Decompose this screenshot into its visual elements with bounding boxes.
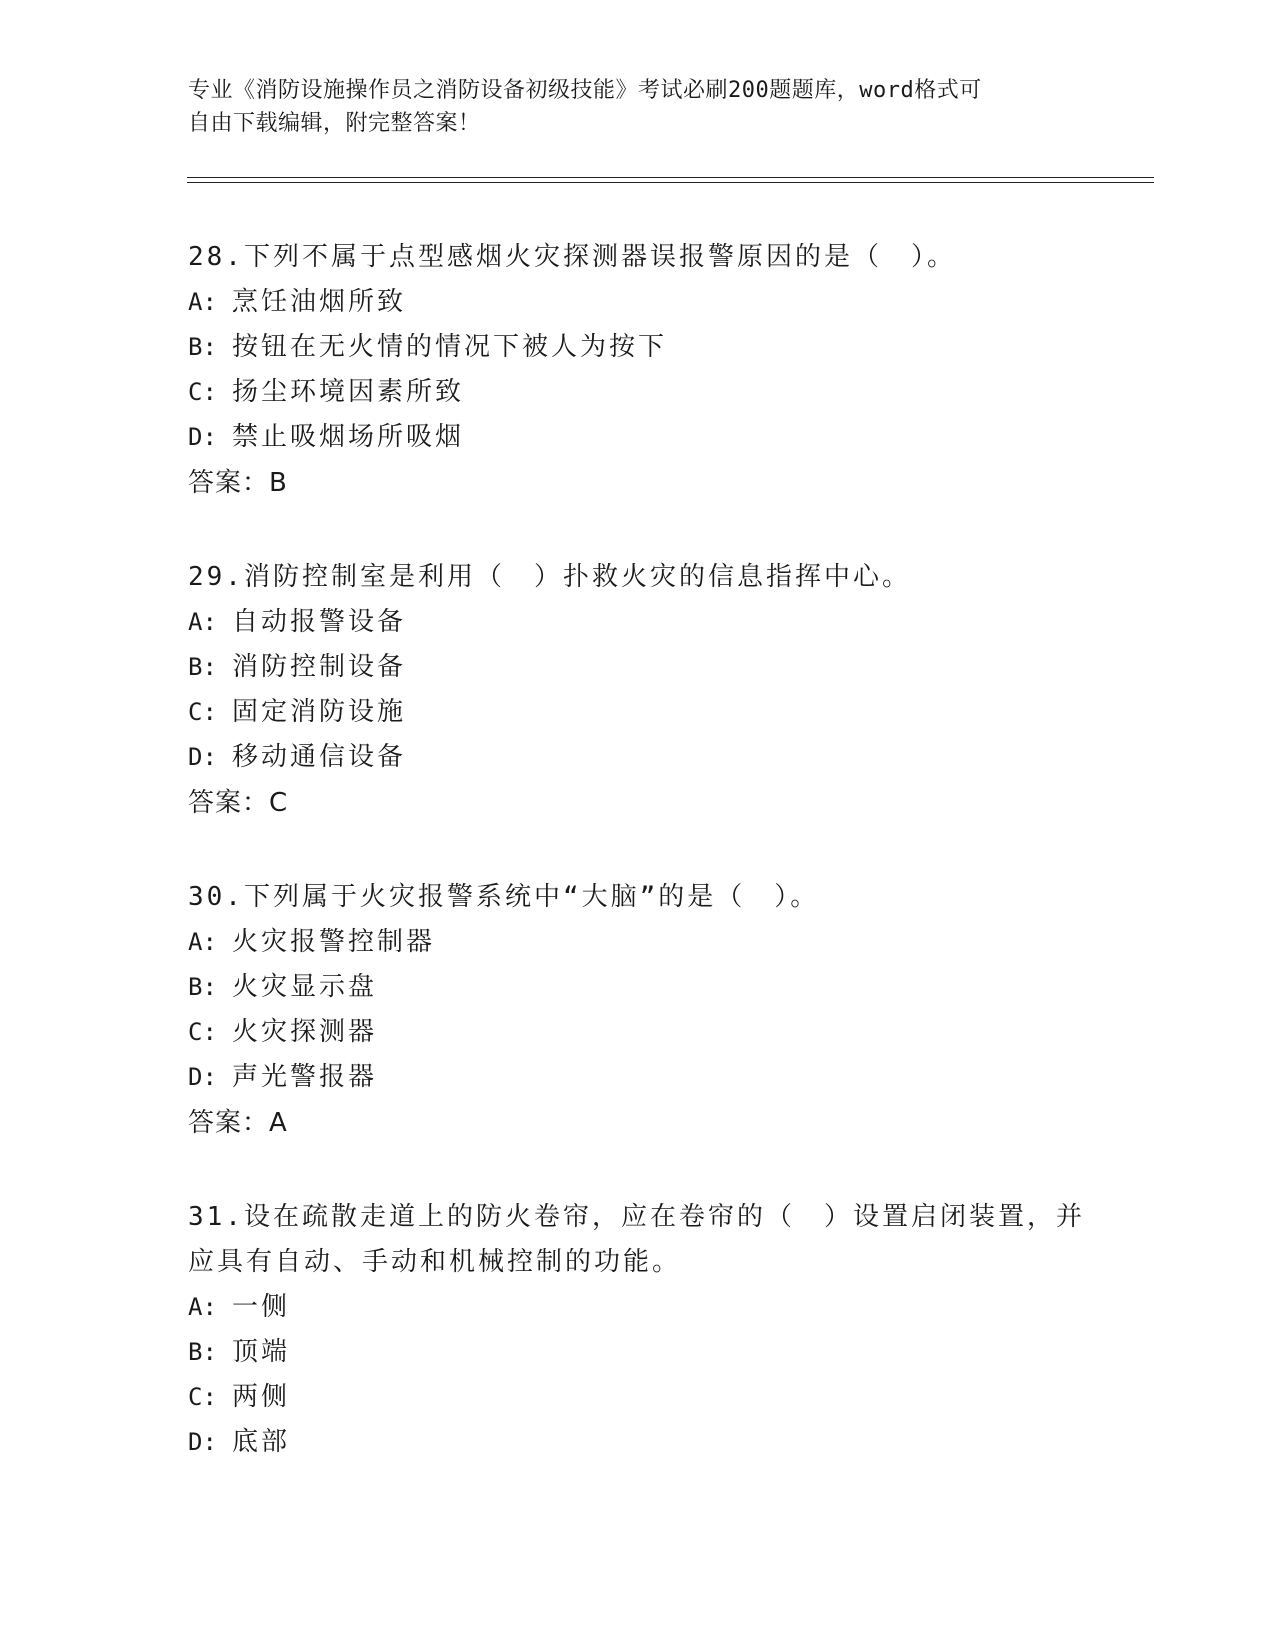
option-text: 按钮在无火情的情况下被人为按下: [232, 332, 668, 362]
question-29: [188, 555, 1088, 826]
option-a: [188, 1285, 1088, 1330]
question-stem-line-1: 31.设在疏散走道上的防火卷帘，应在卷帘的（ ）设置启闭装置，并: [188, 1202, 1085, 1232]
option-text: 固定消防设施: [232, 697, 407, 727]
option-a: [188, 600, 1088, 645]
option-key: B:: [188, 333, 217, 361]
option-text: 一侧: [232, 1292, 291, 1322]
option-key: D:: [188, 1428, 217, 1456]
question-31: [188, 1195, 1088, 1465]
option-key: C:: [188, 1018, 217, 1046]
question-28: [188, 235, 1088, 506]
option-d: [188, 1055, 1088, 1100]
option-b: [188, 325, 1088, 370]
option-text: 烹饪油烟所致: [232, 287, 407, 317]
answer-line: 答案：A: [188, 1108, 288, 1138]
header-line-1: 专业《消防设施操作员之消防设备初级技能》考试必刷200题题库，word格式可: [188, 78, 982, 103]
option-key: C:: [188, 1383, 217, 1411]
option-c: [188, 1375, 1088, 1420]
option-key: C:: [188, 378, 217, 406]
option-key: A:: [188, 288, 217, 316]
option-c: [188, 370, 1088, 415]
question-stem-line-2: 应具有自动、手动和机械控制的功能。: [188, 1247, 682, 1277]
option-text: 消防控制设备: [232, 652, 407, 682]
option-text: 禁止吸烟场所吸烟: [232, 422, 465, 452]
option-a: [188, 280, 1088, 325]
answer-line: 答案：C: [188, 788, 289, 818]
option-b: [188, 645, 1088, 690]
option-d: [188, 735, 1088, 780]
option-text: 火灾显示盘: [232, 972, 378, 1002]
option-key: A:: [188, 1293, 217, 1321]
option-text: 移动通信设备: [232, 742, 407, 772]
option-key: B:: [188, 973, 217, 1001]
answer-line: 答案：B: [188, 468, 288, 498]
option-text: 声光警报器: [232, 1062, 378, 1092]
option-key: A:: [188, 928, 217, 956]
option-text: 自动报警设备: [232, 607, 407, 637]
option-text: 扬尘环境因素所致: [232, 377, 465, 407]
header-line-2: 自由下载编辑，附完整答案！: [188, 111, 481, 136]
option-d: [188, 1420, 1088, 1465]
option-c: [188, 1010, 1088, 1055]
option-text: 底部: [232, 1427, 291, 1457]
option-key: A:: [188, 608, 217, 636]
option-key: B:: [188, 653, 217, 681]
document-header: [188, 74, 1068, 140]
option-c: [188, 690, 1088, 735]
question-30: [188, 875, 1088, 1146]
option-d: [188, 415, 1088, 460]
option-key: D:: [188, 423, 217, 451]
option-key: D:: [188, 743, 217, 771]
option-text: 火灾探测器: [232, 1017, 378, 1047]
header-divider-bottom: [187, 182, 1154, 183]
question-stem: 28.下列不属于点型感烟火灾探测器误报警原因的是（ ）。: [188, 242, 956, 272]
option-text: 顶端: [232, 1337, 291, 1367]
option-text: 两侧: [232, 1382, 291, 1412]
option-key: C:: [188, 698, 217, 726]
question-stem: 29.消防控制室是利用（ ）扑救火灾的信息指挥中心。: [188, 562, 911, 592]
option-a: [188, 920, 1088, 965]
option-key: D:: [188, 1063, 217, 1091]
option-b: [188, 965, 1088, 1010]
option-b: [188, 1330, 1088, 1375]
header-divider-top: [187, 177, 1154, 178]
question-stem: 30.下列属于火灾报警系统中“大脑”的是（ ）。: [188, 882, 820, 912]
option-text: 火灾报警控制器: [232, 927, 436, 957]
option-key: B:: [188, 1338, 217, 1366]
